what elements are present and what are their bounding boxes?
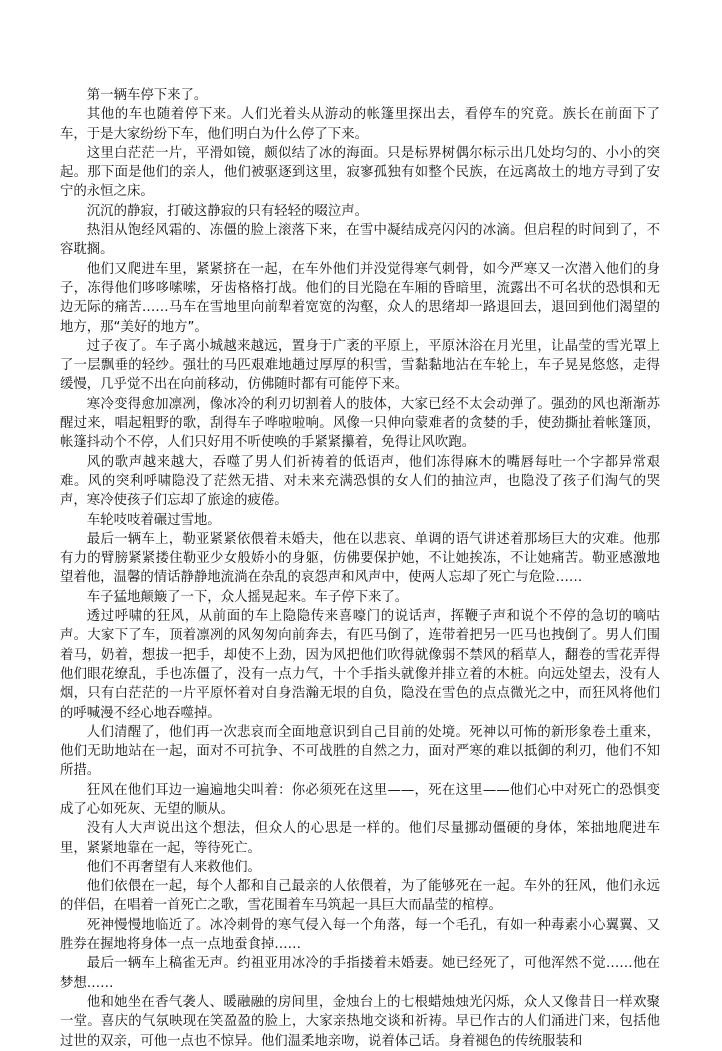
paragraph: 他们依偎在一起，每个人都和自己最亲的人依偎着，为了能够死在一起。车外的狂风，他们永远的伴侣，在唱着一首死亡之歌，雪花围着车马筑起一具巨大而晶莹的棺椁。 [60,879,660,914]
paragraph: 没有人大声说出这个想法，但众人的心思是一样的。他们尽量挪动僵硬的身体，笨拙地爬进车里，紧紧地靠在一起，等待死亡。 [60,821,660,856]
paragraph: 热泪从饱经风霜的、冻僵的脸上滚落下来，在雪中凝结成亮闪闪的冰滴。但启程的时间到了，不容耽搁。 [60,223,660,258]
paragraph: 他们又爬进车里，紧紧挤在一起，在车外他们并没觉得寒气刺骨，如今严寒又一次潜入他们的身子，冻得他们哆哆嗦嗦，牙齿格格打战。他们的目光隐在车厢的昏暗里，流露出不可名状的恐惧和无边无际的痛苦……马车在雪地里向前犁着宽宽的沟壑，众人的思绪却一路退回去，退回到他们渴望的地方，那“美好的地方”。 [60,261,660,335]
paragraph: 其他的车也随着停下来。人们光着头从游动的帐篷里探出去，看停车的究竟。族长在前面下了车，于是大家纷纷下车，他们明白为什么停了下来。 [60,107,660,142]
paragraph: 死神慢慢地临近了。冰冷刺骨的寒气侵入每一个角落，每一个毛孔，有如一种毒素小心翼翼、又胜券在握地将身体一点一点地蚕食掉…… [60,917,660,953]
paragraph: 过子夜了。车子离小城越来越远，置身于广袤的平原上，平原沐浴在月光里，让晶莹的雪光罩上了一层飘垂的轻纱。强壮的马匹艰难地趟过厚厚的积雪，雪黏黏地沾在车轮上，车子晃晃悠悠，走得缓慢，几乎觉不出在向前移动，仿佛随时都有可能停下来。 [60,338,660,393]
paragraph: 最后一辆车上稿雀无声。约祖亚用冰冷的手指搂着未婚妻。她已经死了，可他浑然不觉……他在梦想…… [60,956,660,991]
paragraph: 沉沉的静寂，打破这静寂的只有轻轻的啜泣声。 [86,203,368,219]
paragraph: 寒冷变得愈加凛冽，像冰冷的利刃切割着人的肢体，大家已经不太会动弹了。强劲的风也渐渐苏醒过来，唱起粗野的歌，刮得车子哗啦啦响。风像一只伸向蒙难者的贪婪的手，使劲撕扯着帐篷顶，帐篷抖动个不停，人们只好用不听使唤的手紧紧攥着，免得让风吹跑。 [60,396,660,451]
paragraph: 第一辆车停下来了。 [86,88,208,103]
document-page [60,86,660,1051]
paragraph: 人们清醒了，他们再一次悲哀而全面地意识到自己目前的处境。死神以可怖的新形象卷土重来，他们无助地站在一起，面对不可抗争、不可战胜的自然之力，面对严寒的难以抵御的利刃，他们不知所措。 [60,724,660,779]
paragraph: 车子猛地颠簸了一下，众人摇晃起来。车子停下来了。 [86,589,409,605]
paragraph: 风的歌声越来越大，吞噬了男人们祈祷着的低语声，他们冻得麻木的嘴唇每吐一个字都异常艰难。风的突利呼啸隐没了茫然无措、对未来充满恐惧的女人们的抽泣声，也隐没了孩子们淘气的哭声，寒冷使孩子们忘却了旅途的疲倦。 [60,454,660,509]
paragraph: 这里白茫茫一片，平滑如镜，颇似结了冰的海面。只是标界树偶尔标示出几处均匀的、小小的突起。那下面是他们的亲人，他们被驱逐到这里，寂寥孤独有如整个民族，在远离故土的地方寻到了安宁的永恒之床。 [60,145,660,200]
paragraph: 透过呼啸的狂风，从前面的车上隐隐传来喜嚎门的说话声，挥鞭子声和说个不停的急切的嘀咕声。大家下了车，顶着凛冽的风匆匆向前奔去，有匹马倒了，连带着把另一匹马也拽倒了。男人们围着马，奶着，想拔一把手，却使不上劲，因为风把他们吹得就像弱不禁风的稻草人，翻卷的雪花弄得他们眼花缭乱，手也冻僵了，没有一点力气，十个手指头就像并排立着的木桩。向远处望去，没有人烟，只有白茫茫的一片平原怀着对自身浩瀚无垠的自负，隐没在雪色的点点微光之中，而狂风将他们的呼喊漫不经心地吞噬掉。 [60,609,660,721]
paragraph: 狂风在他们耳边一遍遍地尖叫着：你必须死在这里——，死在这里——他们心中对死亡的恐惧变成了心如死灰、无望的顺从。 [60,782,660,817]
paragraph: 最后一辆车上，勒亚紧紧依偎着未婚夫，他在以悲哀、单调的语气讲述着那场巨大的灾难。他那有力的臂膀紧紧搂住勒亚少女般娇小的身躯，仿佛要保护她，不让她挨冻，不让她痛苦。勒亚感激地望着他，温馨的情话静静地流淌在杂乱的哀怨声和风声中，使两人忘却了死亡与危险…… [60,531,660,586]
paragraph: 车轮吱吱着碾过雪地。 [86,512,221,528]
paragraph: 他和她坐在香气袭人、暖融融的房间里，金烛台上的七根蜡烛烛光闪烁，众人又像昔日一样欢聚一堂。喜庆的气氛映现在笑盈盈的脸上，大家亲热地交谈和祈祷。早已作古的人们涌进门来，包括他过世的双亲，可他一点也不惊异。他们温柔地亲吻，说着体己话。身着褪色的传统服装和 [60,994,660,1049]
paragraph: 他们不再奢望有人来救他们。 [86,859,261,875]
